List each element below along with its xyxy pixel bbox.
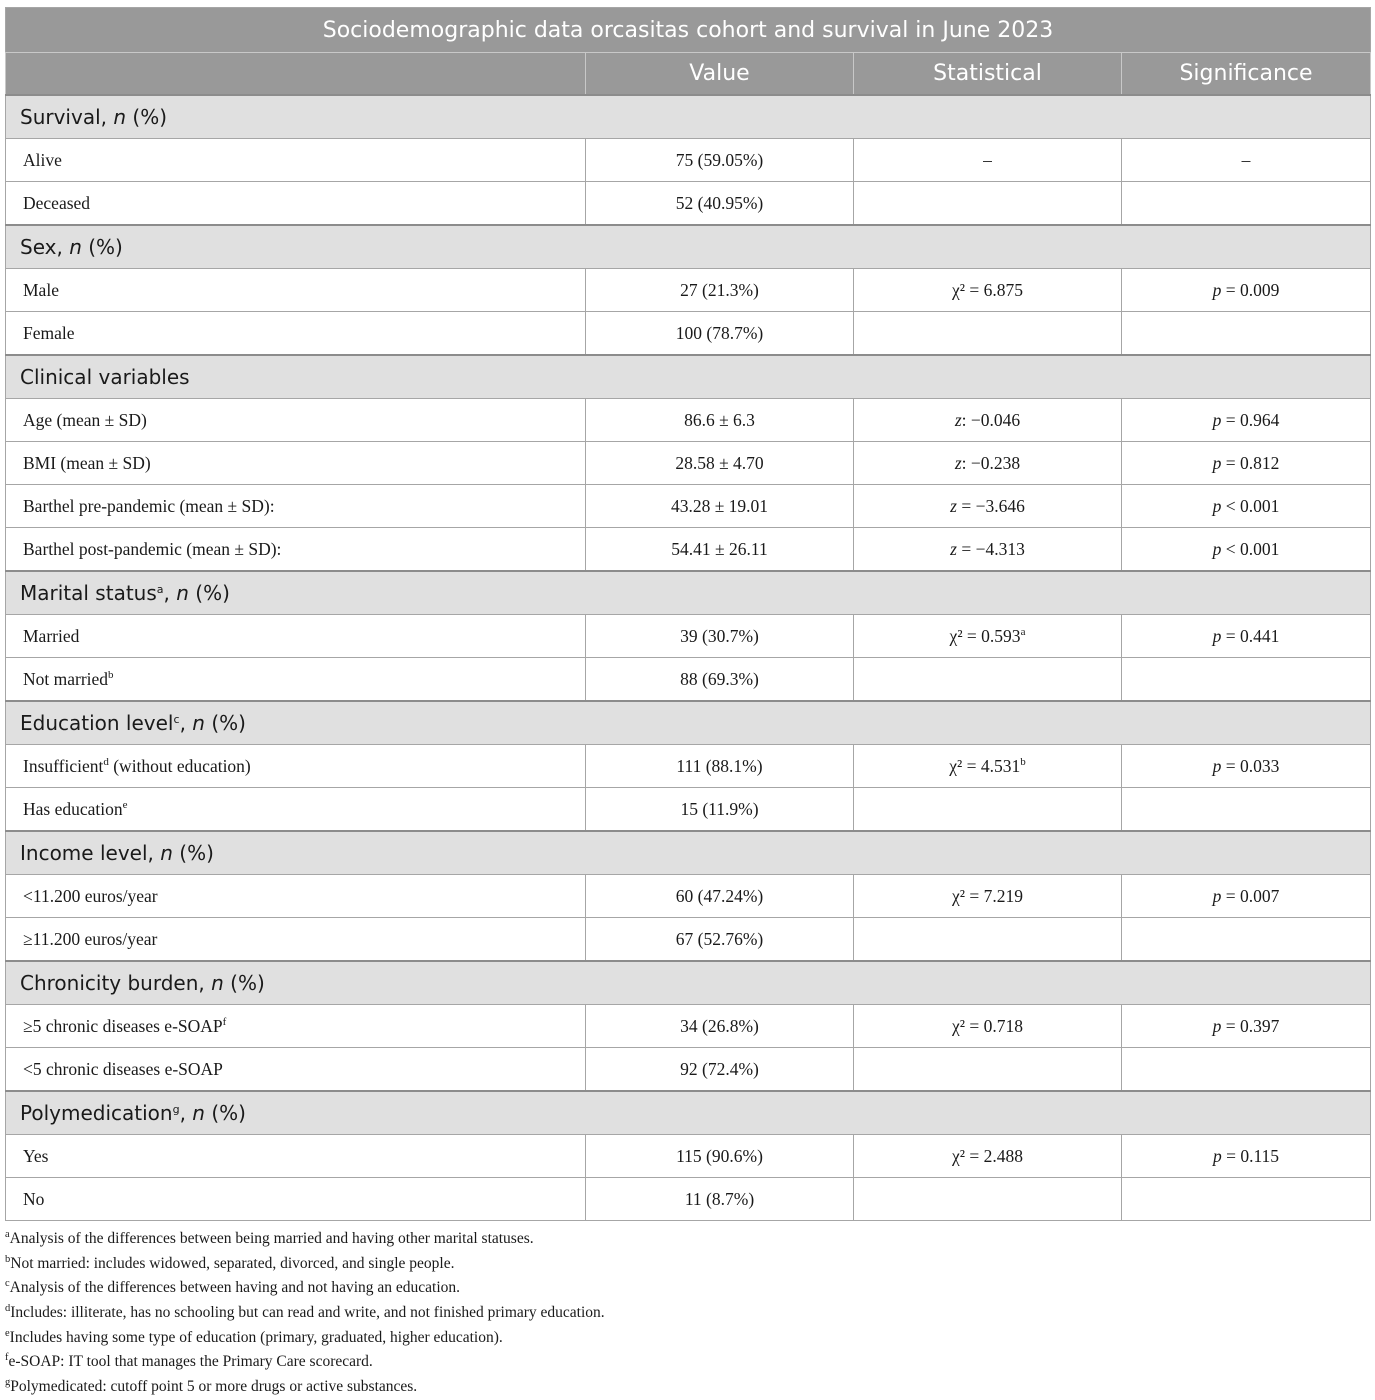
row-significance <box>1122 918 1371 962</box>
footnote <box>5 1227 1370 1252</box>
table-caption-row <box>6 8 1371 53</box>
footnote-text: Not married: includes widowed, separated, divorced, and single people. <box>10 1254 455 1272</box>
section-header-row <box>6 1091 1371 1135</box>
table-row <box>6 1005 1371 1048</box>
row-statistic <box>854 269 1122 312</box>
table-row <box>6 745 1371 788</box>
row-significance <box>1122 312 1371 356</box>
row-statistic-text: – <box>983 149 992 170</box>
table-row <box>6 399 1371 442</box>
row-label-sup: e <box>122 798 128 811</box>
section-title-text: Polymedication <box>20 1101 173 1125</box>
row-value: 75 (59.05%) <box>586 139 854 182</box>
row-value: 67 (52.76%) <box>586 918 854 962</box>
row-value: 39 (30.7%) <box>586 615 854 658</box>
section-title-text: Chronicity burden, <box>20 971 205 995</box>
row-statistic <box>854 442 1122 485</box>
row-significance <box>1122 1178 1371 1221</box>
table-row <box>6 658 1371 702</box>
row-significance: – <box>1122 139 1371 182</box>
row-significance: p < 0.001 <box>1122 485 1371 528</box>
footnote <box>5 1375 1370 1400</box>
row-value: 11 (8.7%) <box>586 1178 854 1221</box>
footnote-mark: b <box>5 1253 11 1265</box>
row-value: 43.28 ± 19.01 <box>586 485 854 528</box>
row-label-text: BMI (mean ± SD) <box>23 452 151 473</box>
section-header-row <box>6 831 1371 875</box>
row-significance <box>1122 182 1371 226</box>
row-statistic <box>854 312 1122 356</box>
row-value: 92 (72.4%) <box>586 1048 854 1092</box>
section-title-tail: (%) <box>204 711 246 735</box>
row-significance: p = 0.441 <box>1122 615 1371 658</box>
row-statistic-text: z = −4.313 <box>950 538 1025 559</box>
row-statistic-text: z = −3.646 <box>950 495 1025 516</box>
row-statistic <box>854 918 1122 962</box>
section-title-sup: c <box>173 713 180 726</box>
row-statistic <box>854 1005 1122 1048</box>
row-label-text: ≥11.200 euros/year <box>23 928 158 949</box>
row-significance: p = 0.007 <box>1122 875 1371 918</box>
footnote-mark: d <box>5 1303 11 1315</box>
table-row <box>6 528 1371 572</box>
row-statistic-text: χ² = 7.219 <box>951 885 1023 906</box>
row-statistic-text: χ² = 0.593 <box>949 625 1021 646</box>
row-label <box>6 1178 586 1221</box>
row-label-text: ≥5 chronic diseases e-SOAP <box>23 1015 223 1036</box>
row-statistic-sup: a <box>1020 625 1026 638</box>
section-title-text: Marital status <box>20 581 157 605</box>
row-significance: p = 0.009 <box>1122 269 1371 312</box>
section-title-unit: n <box>192 711 205 735</box>
table-row <box>6 182 1371 226</box>
table-caption: Sociodemographic data orcasitas cohort and survival in June 2023 <box>6 8 1371 53</box>
row-statistic <box>854 1048 1122 1092</box>
data-table <box>5 7 1371 1221</box>
row-label <box>6 1048 586 1092</box>
row-statistic <box>854 875 1122 918</box>
row-label-text: Alive <box>23 149 62 170</box>
section-header-row <box>6 961 1371 1005</box>
row-label <box>6 788 586 832</box>
row-label-sup: d <box>103 755 109 768</box>
row-label-text: Insufficient <box>23 755 104 776</box>
row-statistic <box>854 788 1122 832</box>
row-statistic-text: χ² = 0.718 <box>951 1015 1023 1036</box>
row-value: 111 (88.1%) <box>586 745 854 788</box>
row-label-text: Not married <box>23 668 109 689</box>
section-title: Marital status$^a$, n (%) <box>6 571 1371 615</box>
table-row <box>6 1135 1371 1178</box>
row-label-text: Male <box>23 279 59 300</box>
row-value: 28.58 ± 4.70 <box>586 442 854 485</box>
row-label <box>6 1135 586 1178</box>
row-label-text: Female <box>23 322 75 343</box>
section-title-unit: n <box>192 1101 205 1125</box>
row-label <box>6 658 586 702</box>
row-label <box>6 875 586 918</box>
row-statistic <box>854 658 1122 702</box>
table-row <box>6 918 1371 962</box>
section-title <box>6 831 1371 875</box>
document <box>5 7 1370 1400</box>
footnote-text: Polymedicated: cutoff point 5 or more drugs or active substances. <box>10 1378 418 1396</box>
row-statistic <box>854 528 1122 572</box>
section-title-text: Education level <box>20 711 174 735</box>
section-title-unit: n <box>176 581 189 605</box>
footnote-mark: g <box>5 1377 11 1389</box>
footnote-text: Analysis of the differences between having and not having an education. <box>9 1279 461 1297</box>
section-title-tail: (%) <box>204 1101 246 1125</box>
footnote <box>5 1301 1370 1326</box>
table-row <box>6 788 1371 832</box>
footnote <box>5 1326 1370 1351</box>
row-label <box>6 615 586 658</box>
section-title <box>6 961 1371 1005</box>
table-row <box>6 875 1371 918</box>
row-statistic <box>854 1178 1122 1221</box>
row-significance: p = 0.397 <box>1122 1005 1371 1048</box>
column-header-significance: Significance <box>1122 53 1371 96</box>
footnote <box>5 1252 1370 1277</box>
table-row <box>6 312 1371 356</box>
section-title-sup: g <box>172 1103 180 1116</box>
row-label-text: Barthel pre-pandemic (mean ± SD): <box>23 495 275 516</box>
row-value: 60 (47.24%) <box>586 875 854 918</box>
section-title-text: Clinical variables <box>20 365 190 389</box>
section-title-text: Income level, <box>20 841 154 865</box>
row-label-text: Has education <box>23 798 123 819</box>
row-label-text: Yes <box>23 1145 49 1166</box>
section-title-text: Survival, <box>20 105 107 129</box>
row-value: 86.6 ± 6.3 <box>586 399 854 442</box>
row-label-text: Deceased <box>23 192 91 213</box>
footnote-mark: c <box>5 1278 10 1290</box>
row-statistic <box>854 1135 1122 1178</box>
row-label <box>6 312 586 356</box>
row-label <box>6 442 586 485</box>
table-row <box>6 615 1371 658</box>
row-statistic <box>854 745 1122 788</box>
section-title-tail: (%) <box>188 581 230 605</box>
row-significance <box>1122 788 1371 832</box>
row-value: 52 (40.95%) <box>586 182 854 226</box>
row-label-text: Married <box>23 625 80 646</box>
row-significance: p = 0.964 <box>1122 399 1371 442</box>
row-significance: p < 0.001 <box>1122 528 1371 572</box>
row-label-text: <5 chronic diseases e-SOAP <box>23 1058 223 1079</box>
section-title-unit: n <box>160 841 173 865</box>
row-statistic-text: χ² = 4.531 <box>949 755 1021 776</box>
row-statistic <box>854 139 1122 182</box>
row-value: 54.41 ± 26.11 <box>586 528 854 572</box>
row-statistic <box>854 485 1122 528</box>
section-title <box>6 225 1371 269</box>
footnote-text: Includes: illiterate, has no schooling but can read and write, and not finished primary education. <box>10 1304 605 1322</box>
section-title-tail: (%) <box>81 235 123 259</box>
row-label <box>6 139 586 182</box>
table-row <box>6 1048 1371 1092</box>
section-title-sup: a <box>156 583 164 596</box>
column-header-row <box>6 53 1371 96</box>
row-significance <box>1122 1048 1371 1092</box>
section-title-unit: n <box>211 971 224 995</box>
row-value: 100 (78.7%) <box>586 312 854 356</box>
row-label-text: <11.200 euros/year <box>23 885 158 906</box>
footnote <box>5 1276 1370 1301</box>
row-label <box>6 485 586 528</box>
row-label-text: Age (mean ± SD) <box>23 409 147 430</box>
section-title-tail: (%) <box>126 105 168 129</box>
table-body <box>6 95 1371 1221</box>
footnote-mark: e <box>5 1327 10 1339</box>
section-title-tail: (%) <box>223 971 265 995</box>
row-statistic-text: χ² = 6.875 <box>951 279 1023 300</box>
section-title-tail: (%) <box>172 841 214 865</box>
section-header-row <box>6 95 1371 139</box>
row-label-text: No <box>23 1188 45 1209</box>
row-label-sup: f <box>222 1015 227 1028</box>
column-header-statistical: Statistical <box>854 53 1122 96</box>
footnote-mark: a <box>5 1229 10 1240</box>
section-title: Polymedication$^g$, n (%) <box>6 1091 1371 1135</box>
row-statistic <box>854 399 1122 442</box>
footnote-text: e-SOAP: IT tool that manages the Primary Care scorecard. <box>8 1353 373 1371</box>
row-significance: p = 0.033 <box>1122 745 1371 788</box>
column-header-value: Value <box>586 53 854 96</box>
row-value: 27 (21.3%) <box>586 269 854 312</box>
footnote-text: Analysis of the differences between being married and having other marital statuses. <box>9 1230 534 1247</box>
row-value: 115 (90.6%) <box>586 1135 854 1178</box>
row-label <box>6 399 586 442</box>
row-label-sup: b <box>108 668 114 681</box>
table-row <box>6 442 1371 485</box>
table-row <box>6 139 1371 182</box>
row-label <box>6 918 586 962</box>
row-significance: p = 0.115 <box>1122 1135 1371 1178</box>
section-title <box>6 95 1371 139</box>
section-header-row <box>6 701 1371 745</box>
row-statistic-sup: b <box>1020 755 1026 768</box>
row-label <box>6 528 586 572</box>
row-significance: p = 0.812 <box>1122 442 1371 485</box>
section-title <box>6 355 1371 399</box>
row-label-tail: (without education) <box>108 755 251 776</box>
row-value: 34 (26.8%) <box>586 1005 854 1048</box>
section-header-row <box>6 355 1371 399</box>
row-statistic <box>854 182 1122 226</box>
row-label <box>6 269 586 312</box>
row-statistic-text: χ² = 2.488 <box>951 1145 1023 1166</box>
row-statistic <box>854 615 1122 658</box>
row-label <box>6 745 586 788</box>
footnote-mark: f <box>5 1352 9 1364</box>
row-value: 15 (11.9%) <box>586 788 854 832</box>
section-title-unit: n <box>113 105 127 129</box>
table-row <box>6 485 1371 528</box>
row-label <box>6 1005 586 1048</box>
row-label <box>6 182 586 226</box>
section-title: Education level$^c$, n (%) <box>6 701 1371 745</box>
row-label-text: Barthel post-pandemic (mean ± SD): <box>23 538 282 559</box>
table-row <box>6 1178 1371 1221</box>
row-statistic-text: z: −0.238 <box>954 452 1021 473</box>
table-row <box>6 269 1371 312</box>
section-title-unit: n <box>69 235 82 259</box>
section-header-row <box>6 225 1371 269</box>
column-header-label <box>6 53 586 96</box>
section-header-row <box>6 571 1371 615</box>
row-significance <box>1122 658 1371 702</box>
row-statistic-text: z: −0.046 <box>954 409 1021 430</box>
footnotes <box>5 1227 1370 1400</box>
section-title-text: Sex, <box>20 235 63 259</box>
footnote-text: Includes having some type of education (primary, graduated, higher education). <box>9 1328 503 1346</box>
row-value: 88 (69.3%) <box>586 658 854 702</box>
footnote <box>5 1350 1370 1375</box>
